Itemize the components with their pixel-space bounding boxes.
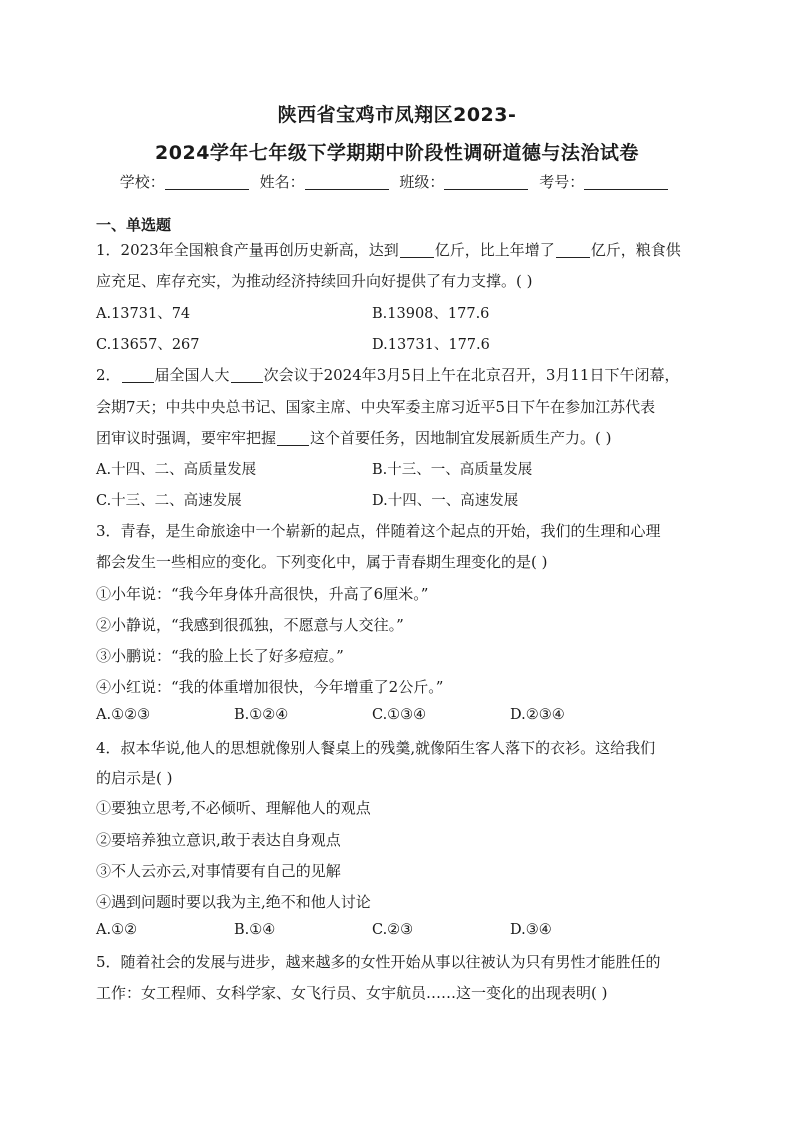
name-label: 姓名： (259, 173, 305, 191)
q1-option-c[interactable]: C.13657、267 (96, 337, 200, 353)
q3-statement-3: ③小鹏说：“我的脸上长了好多痘痘。” (96, 647, 344, 665)
q1-blank1 (400, 243, 434, 258)
q2-option-c[interactable]: C.十三、二、高速发展 (96, 493, 242, 509)
q1-line2: 应充足、库存充实，为推动经济持续回升向好提供了有力支撑。( ) (96, 272, 533, 290)
q1-option-d[interactable]: D.13731、177.6 (372, 337, 490, 353)
q1-blank2 (556, 243, 590, 258)
q5-line1: 5．随着社会的发展与进步，越来越多的女性开始从事以往被认为只有男性才能胜任的 (96, 953, 661, 971)
exam-number-label: 考号： (539, 173, 585, 191)
q4-statement-4: ④遇到问题时要以我为主,绝不和他人讨论 (96, 893, 371, 911)
section-title: 一、单选题 (96, 216, 172, 234)
q2-text-part4: 团审议时强调，要牢牢把握 (96, 429, 277, 447)
name-blank[interactable] (305, 175, 389, 190)
q4-statement-1: ①要独立思考,不必倾听、理解他人的观点 (96, 799, 371, 817)
q2-text-part5: 这个首要任务，因地制宜发展新质生产力。( ) (310, 429, 612, 447)
q2-blank3 (277, 431, 309, 446)
q4-line2: 的启示是( ) (96, 769, 173, 787)
q1-text-part2: 亿斤，比上年增了 (434, 241, 555, 259)
q4-option-b[interactable]: B.①④ (234, 922, 276, 938)
exam-number-blank[interactable] (584, 175, 668, 190)
school-label: 学校： (119, 173, 165, 191)
q3-option-b[interactable]: B.①②④ (234, 707, 289, 723)
q2-option-d[interactable]: D.十四、一、高速发展 (372, 493, 519, 509)
q2-line3 (96, 427, 612, 448)
student-info-row (0, 171, 794, 192)
q1-option-a[interactable]: A.13731、74 (96, 306, 191, 322)
q3-line2: 都会发生一些相应的变化。下列变化中，属于青春期生理变化的是( ) (96, 553, 548, 571)
q2-blank2 (231, 368, 263, 383)
q3-line1: 3．青春，是生命旅途中一个崭新的起点，伴随着这个起点的开始，我们的生理和心理 (96, 522, 661, 540)
q2-line2: 会期7天；中共中央总书记、国家主席、中央军委主席习近平5日下午在参加江苏代表 (96, 398, 656, 416)
school-blank[interactable] (165, 175, 249, 190)
q3-statement-2: ②小静说，“我感到很孤独，不愿意与人交往。” (96, 616, 404, 634)
q3-option-d[interactable]: D.②③④ (510, 707, 565, 723)
q2-option-b[interactable]: B.十三、一、高质量发展 (372, 462, 533, 478)
q1-text-part3: 亿斤，粮食供 (590, 241, 681, 259)
exam-title-line2: 2024学年七年级下学期期中阶段性调研道德与法治试卷 (155, 142, 639, 164)
q2-text-part1: 2． (96, 366, 121, 384)
q3-option-c[interactable]: C.①③④ (372, 707, 427, 723)
q2-text-part3: 次会议于2024年3月5日上午在北京召开，3月11日下午闭幕， (263, 366, 680, 384)
class-label: 班级： (399, 173, 445, 191)
q1-text-part1: 1．2023年全国粮食产量再创历史新高，达到 (96, 241, 399, 259)
q4-option-a[interactable]: A.①② (96, 922, 138, 938)
q5-line2: 工作：女工程师、女科学家、女飞行员、女宇航员……这一变化的出现表明( ) (96, 984, 608, 1002)
q3-statement-4: ④小红说：“我的体重增加很快，今年增重了2公斤。” (96, 678, 444, 696)
exam-title-line1: 陕西省宝鸡市凤翔区2023- (277, 104, 517, 126)
q4-option-c[interactable]: C.②③ (372, 922, 414, 938)
q1-option-b[interactable]: B.13908、177.6 (372, 306, 490, 322)
q2-option-a[interactable]: A.十四、二、高质量发展 (96, 462, 257, 478)
q3-option-a[interactable]: A.①②③ (96, 707, 151, 723)
q4-statement-3: ③不人云亦云,对事情要有自己的见解 (96, 862, 341, 880)
class-blank[interactable] (444, 175, 528, 190)
q2-line1 (96, 364, 679, 385)
q4-line1: 4．叔本华说,他人的思想就像别人餐桌上的残羹,就像陌生客人落下的衣衫。这给我们 (96, 739, 656, 757)
q4-statement-2: ②要培养独立意识,敢于表达自身观点 (96, 831, 341, 849)
q2-blank1 (122, 368, 154, 383)
q1-line1 (96, 239, 681, 260)
q3-statement-1: ①小年说：“我今年身体升高很快，升高了6厘米。” (96, 585, 429, 603)
q4-option-d[interactable]: D.③④ (510, 922, 552, 938)
q2-text-part2: 届全国人大 (154, 366, 230, 384)
